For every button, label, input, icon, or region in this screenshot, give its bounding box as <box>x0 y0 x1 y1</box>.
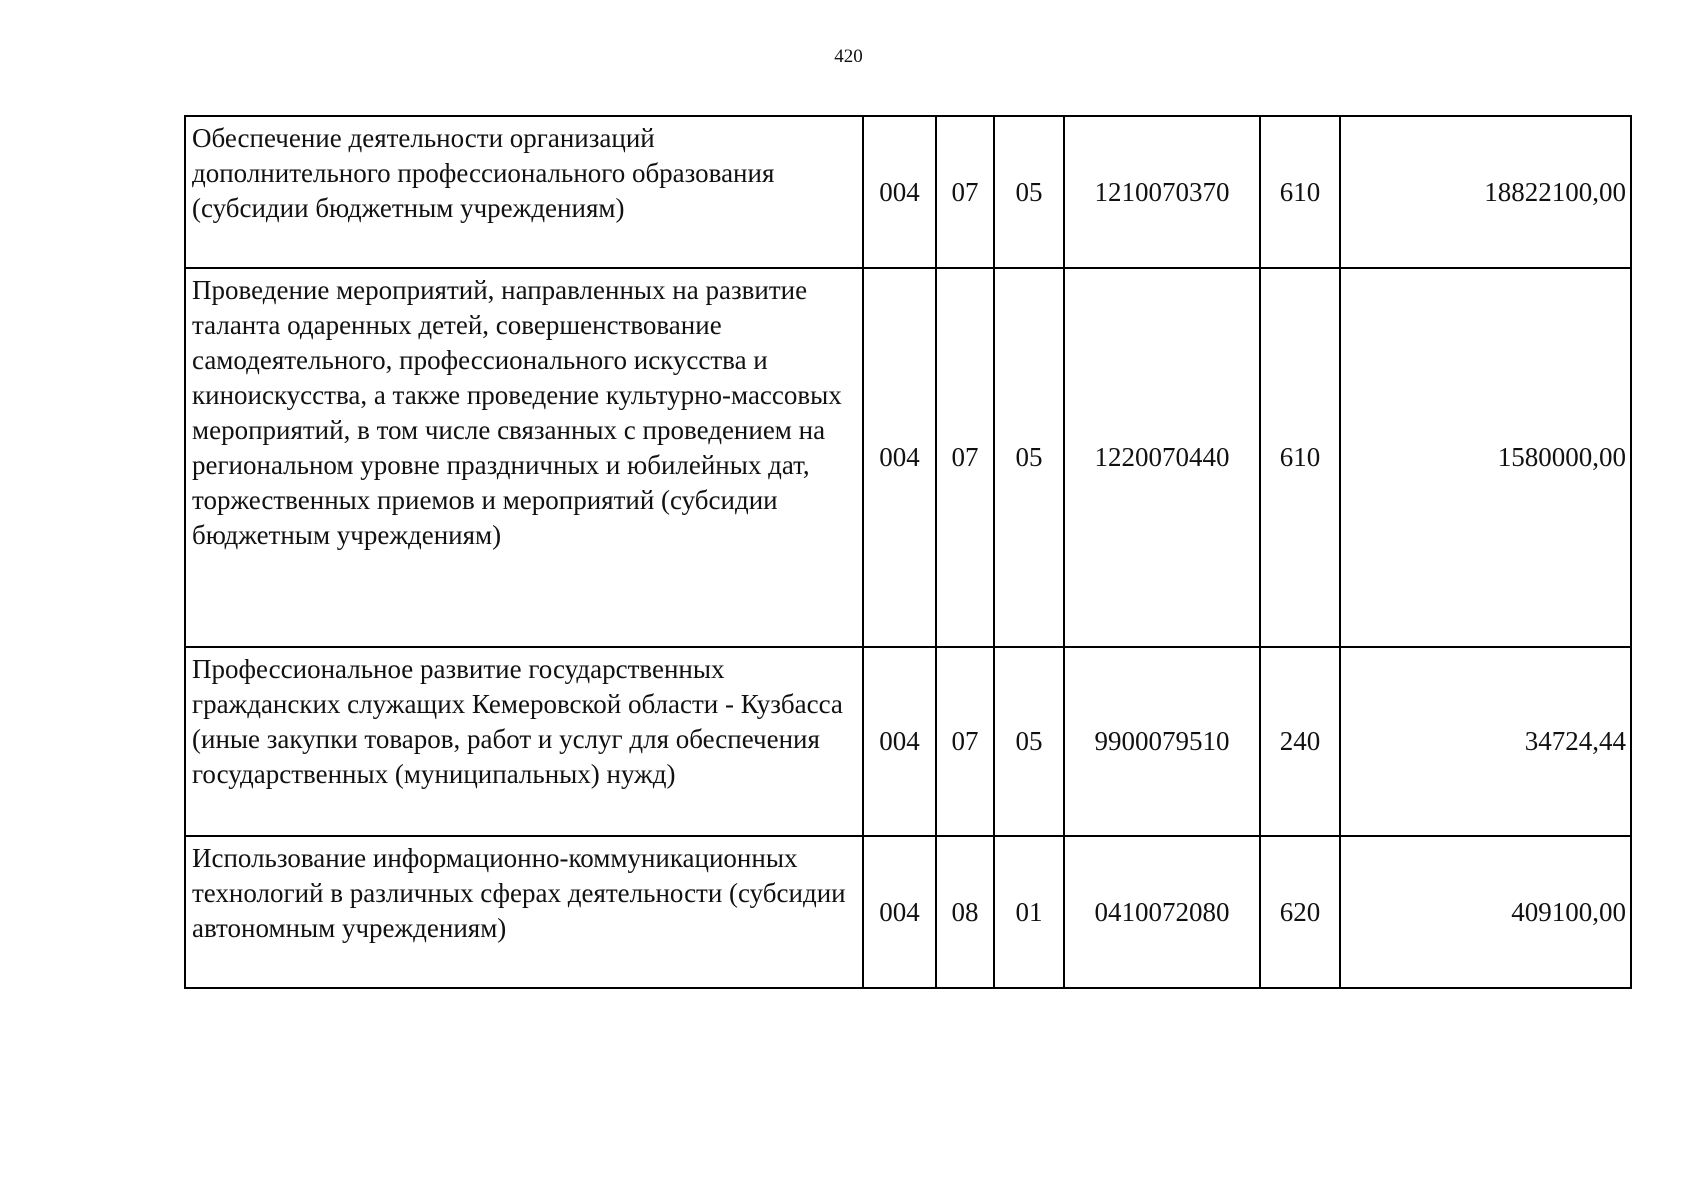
amount: 409100,00 <box>1340 836 1631 988</box>
expense-type-code: 610 <box>1260 116 1340 268</box>
section-code: 08 <box>936 836 994 988</box>
target-article-code: 9900079510 <box>1064 647 1260 836</box>
table-row <box>185 647 1631 836</box>
target-article-code: 0410072080 <box>1064 836 1260 988</box>
row-description: Проведение мероприятий, направленных на развитие таланта одаренных детей, совершенствование самодеятельного, профессионального искусства и киноискусства, а также проведение культурно-массовых мероприятий, в том числе связанных с проведением на региональном уровне праздничных и юбилейных дат, торжественных приемов и мероприятий (субсидии бюджетным учреждениям) <box>185 268 863 647</box>
expense-type-code: 620 <box>1260 836 1340 988</box>
subsection-code: 05 <box>994 268 1064 647</box>
target-article-code: 1210070370 <box>1064 116 1260 268</box>
subsection-code: 05 <box>994 116 1064 268</box>
ministry-code: 004 <box>863 836 936 988</box>
section-code: 07 <box>936 116 994 268</box>
amount: 18822100,00 <box>1340 116 1631 268</box>
row-description: Обеспечение деятельности организаций дополнительного профессионального образования (субсидии бюджетным учреждениям) <box>185 116 863 268</box>
expense-type-code: 240 <box>1260 647 1340 836</box>
ministry-code: 004 <box>863 268 936 647</box>
budget-table <box>184 115 1632 989</box>
section-code: 07 <box>936 647 994 836</box>
ministry-code: 004 <box>863 647 936 836</box>
table-row <box>185 268 1631 647</box>
subsection-code: 05 <box>994 647 1064 836</box>
expense-type-code: 610 <box>1260 268 1340 647</box>
section-code: 07 <box>936 268 994 647</box>
table-row <box>185 836 1631 988</box>
page-number: 420 <box>834 46 863 67</box>
row-description: Профессиональное развитие государственных гражданских служащих Кемеровской области - Кузбасса (иные закупки товаров, работ и услуг для обеспечения государственных (муниципальных) нужд) <box>185 647 863 836</box>
row-description: Использование информационно-коммуникационных технологий в различных сферах деятельности (субсидии автономным учреждениям) <box>185 836 863 988</box>
subsection-code: 01 <box>994 836 1064 988</box>
target-article-code: 1220070440 <box>1064 268 1260 647</box>
amount: 1580000,00 <box>1340 268 1631 647</box>
amount: 34724,44 <box>1340 647 1631 836</box>
ministry-code: 004 <box>863 116 936 268</box>
table-row <box>185 116 1631 268</box>
